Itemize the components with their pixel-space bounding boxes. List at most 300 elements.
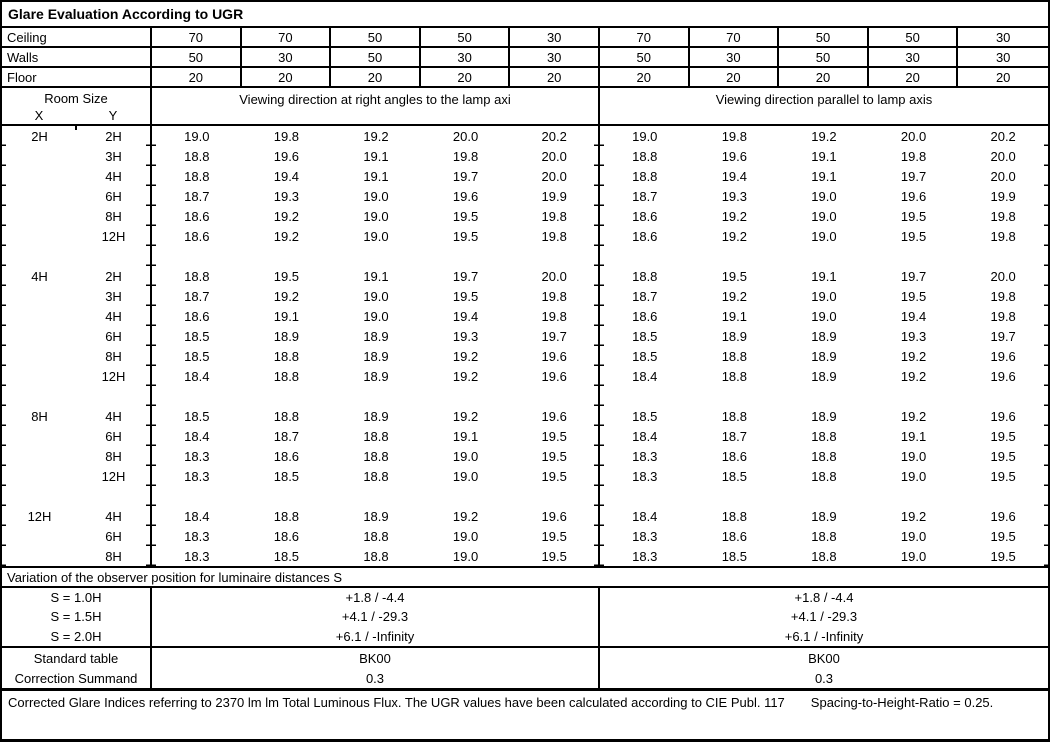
variation-value-right: +1.8 / -4.4 <box>794 590 854 606</box>
ugr-value-parallel: 18.3 <box>632 448 658 464</box>
ugr-value-right-angles: 19.5 <box>452 288 479 304</box>
surface-value: 20 <box>152 68 242 86</box>
ugr-value-parallel: 18.8 <box>632 268 658 284</box>
ugr-value-parallel: 18.6 <box>721 448 748 464</box>
room-y: 8H <box>77 206 152 226</box>
surface-row <box>2 68 1048 88</box>
ugr-row <box>2 166 1048 186</box>
surface-value: 20 <box>421 68 511 86</box>
ugr-value-right-angles: 18.9 <box>363 408 389 424</box>
ugr-value-parallel: 19.3 <box>721 188 748 204</box>
room-y <box>77 246 152 266</box>
ugr-value-parallel: 18.8 <box>811 528 837 544</box>
ugr-value-parallel: 18.9 <box>811 408 837 424</box>
ugr-value-parallel: 18.3 <box>632 468 658 484</box>
variation-value-left: +4.1 / -29.3 <box>152 607 600 626</box>
ugr-value-parallel: 19.0 <box>811 208 837 224</box>
ugr-value-right-angles: 18.9 <box>363 368 389 384</box>
room-x: 12H <box>27 508 52 524</box>
ugr-value-parallel: 18.3 <box>632 548 658 564</box>
room-x <box>2 186 77 206</box>
ugr-value-parallel: 19.2 <box>900 408 927 424</box>
surface-value: 70 <box>600 28 690 46</box>
ugr-value-parallel: 19.2 <box>721 208 748 224</box>
surface-value: 30 <box>995 29 1011 45</box>
variation-value-right: +6.1 / -Infinity <box>784 628 864 644</box>
room-y: 8H <box>77 546 152 566</box>
ugr-value-right-angles: 19.5 <box>452 208 479 224</box>
ugr-value-right-angles: 18.6 <box>184 308 210 324</box>
ugr-value-parallel: 19.1 <box>721 308 748 324</box>
surface-label: Ceiling <box>2 28 152 46</box>
ugr-value-parallel: 19.0 <box>811 188 837 204</box>
surface-value: 20 <box>510 68 600 86</box>
ugr-values-table <box>2 126 1048 568</box>
ugr-value-parallel: 19.6 <box>900 188 927 204</box>
surface-value: 20 <box>779 68 869 86</box>
ugr-value-parallel: 18.6 <box>632 228 658 244</box>
ugr-value-right-angles: 18.3 <box>184 448 210 464</box>
ugr-value-parallel: 18.8 <box>632 148 658 164</box>
ugr-value-parallel: 18.9 <box>811 328 837 344</box>
ugr-value-parallel: 18.4 <box>632 428 658 444</box>
ugr-row <box>2 186 1048 206</box>
variation-value-left: +1.8 / -4.4 <box>152 588 600 607</box>
room-y: 12H <box>77 226 152 246</box>
ugr-value-parallel <box>869 486 959 506</box>
ugr-value-parallel: 20.0 <box>990 168 1016 184</box>
ugr-value-right-angles: 19.2 <box>452 368 479 384</box>
ugr-value-right-angles: 19.8 <box>510 226 600 246</box>
ugr-value-right-angles: 18.8 <box>273 348 300 364</box>
standard-table-value-left: BK00 <box>152 648 600 668</box>
ugr-value-right-angles: 19.2 <box>452 408 479 424</box>
ugr-value-parallel: 19.0 <box>900 448 927 464</box>
ugr-value-parallel: 19.5 <box>721 268 748 284</box>
ugr-value-right-angles: 18.9 <box>363 508 389 524</box>
xy-divider-tick <box>75 126 77 130</box>
ugr-value-right-angles: 18.9 <box>363 328 389 344</box>
ugr-value-parallel <box>869 246 959 266</box>
surface-value: 20 <box>242 68 332 86</box>
ugr-row <box>2 306 1048 326</box>
surface-value: 50 <box>152 48 242 66</box>
ugr-value-parallel: 18.3 <box>632 528 658 544</box>
ugr-value-parallel: 19.8 <box>900 148 927 164</box>
surface-value: 50 <box>331 28 421 46</box>
surface-value: 30 <box>995 49 1011 65</box>
ugr-value-parallel: 18.8 <box>721 408 748 424</box>
ugr-value-right-angles: 18.8 <box>184 148 210 164</box>
ugr-value-parallel: 20.2 <box>990 128 1016 144</box>
ugr-value-parallel: 19.9 <box>990 188 1016 204</box>
ugr-value-parallel: 18.4 <box>632 508 658 524</box>
ugr-value-parallel: 18.7 <box>632 288 658 304</box>
ugr-value-right-angles <box>510 246 600 266</box>
ugr-value-parallel: 19.1 <box>811 148 837 164</box>
ugr-value-right-angles: 18.8 <box>363 448 389 464</box>
ugr-value-parallel: 18.8 <box>721 348 748 364</box>
ugr-value-parallel <box>600 486 690 506</box>
surface-value: 20 <box>995 69 1011 85</box>
ugr-value-right-angles <box>510 386 600 406</box>
ugr-value-parallel: 19.3 <box>900 328 927 344</box>
y-column-header: Y <box>108 108 118 123</box>
ugr-value-right-angles: 19.1 <box>363 148 389 164</box>
ugr-value-parallel <box>779 386 869 406</box>
room-x <box>2 146 77 166</box>
ugr-value-parallel: 18.8 <box>721 508 748 524</box>
ugr-value-right-angles: 18.3 <box>184 548 210 564</box>
ugr-value-right-angles: 20.0 <box>510 146 600 166</box>
ugr-value-right-angles: 18.6 <box>273 448 300 464</box>
ugr-row <box>2 286 1048 306</box>
ugr-value-right-angles: 19.2 <box>452 348 479 364</box>
standard-table-value-right: BK00 <box>808 650 840 666</box>
ugr-value-right-angles: 19.0 <box>363 208 389 224</box>
ugr-value-parallel: 19.4 <box>900 308 927 324</box>
surface-value: 20 <box>600 68 690 86</box>
ugr-value-right-angles: 19.0 <box>452 528 479 544</box>
ugr-value-parallel: 19.7 <box>900 268 927 284</box>
room-y: 6H <box>77 186 152 206</box>
ugr-value-parallel: 19.2 <box>721 228 748 244</box>
ugr-value-parallel <box>600 246 690 266</box>
room-y <box>77 486 152 506</box>
ugr-value-parallel: 19.0 <box>900 528 927 544</box>
ugr-value-right-angles: 19.0 <box>363 288 389 304</box>
variation-row <box>2 627 1048 646</box>
ugr-value-right-angles <box>152 246 242 266</box>
surface-value: 30 <box>869 48 959 66</box>
ugr-value-right-angles: 18.8 <box>273 368 300 384</box>
ugr-value-right-angles: 19.0 <box>363 188 389 204</box>
ugr-value-parallel: 18.9 <box>721 328 748 344</box>
room-y: 3H <box>77 286 152 306</box>
ugr-value-right-angles <box>331 246 421 266</box>
variation-value-left: +6.1 / -Infinity <box>152 627 600 646</box>
ugr-value-right-angles: 19.7 <box>452 268 479 284</box>
room-size-xy-header <box>2 108 150 123</box>
ugr-row <box>2 506 1048 526</box>
room-x <box>2 366 77 386</box>
ugr-value-right-angles: 19.8 <box>273 128 300 144</box>
ugr-value-parallel: 18.8 <box>721 368 748 384</box>
ugr-value-right-angles: 18.7 <box>184 288 210 304</box>
ugr-row <box>2 466 1048 486</box>
ugr-value-right-angles: 18.8 <box>273 408 300 424</box>
ugr-value-right-angles <box>152 486 242 506</box>
ugr-value-right-angles: 19.0 <box>452 468 479 484</box>
room-x <box>2 166 77 186</box>
room-x <box>2 286 77 306</box>
observer-variation-rows <box>2 588 1048 648</box>
ugr-value-parallel: 19.5 <box>990 548 1016 564</box>
ugr-row <box>2 126 1048 146</box>
ugr-row <box>2 526 1048 546</box>
ugr-value-parallel: 19.8 <box>990 308 1016 324</box>
surface-value: 20 <box>331 68 421 86</box>
ugr-value-parallel <box>869 386 959 406</box>
ugr-value-parallel <box>958 246 1048 266</box>
ugr-row <box>2 426 1048 446</box>
ugr-value-parallel: 19.5 <box>900 208 927 224</box>
ugr-value-parallel: 20.0 <box>990 148 1016 164</box>
ugr-value-parallel: 18.7 <box>721 428 748 444</box>
room-y: 12H <box>77 366 152 386</box>
ugr-row <box>2 326 1048 346</box>
ugr-value-right-angles: 19.6 <box>452 188 479 204</box>
standard-table-row <box>2 648 1048 668</box>
room-x <box>2 546 77 566</box>
room-x <box>2 306 77 326</box>
ugr-value-right-angles: 19.1 <box>273 308 300 324</box>
ugr-value-right-angles: 19.5 <box>510 466 600 486</box>
ugr-value-right-angles: 19.5 <box>273 268 300 284</box>
room-y <box>77 386 152 406</box>
ugr-value-right-angles: 19.8 <box>452 148 479 164</box>
ugr-value-parallel: 19.6 <box>990 508 1016 524</box>
ugr-value-parallel: 18.9 <box>811 368 837 384</box>
surface-value: 30 <box>690 48 780 66</box>
ugr-row <box>2 366 1048 386</box>
ugr-value-right-angles: 18.6 <box>184 228 210 244</box>
room-y: 2H <box>77 126 152 146</box>
surface-value: 70 <box>242 28 332 46</box>
surface-value: 50 <box>331 48 421 66</box>
ugr-row <box>2 346 1048 366</box>
variation-title: Variation of the observer position for luminaire distances S <box>2 568 1048 588</box>
room-x <box>2 486 77 506</box>
footer-ratio: Spacing-to-Height-Ratio = 0.25. <box>810 695 994 710</box>
room-size-header: Room Size <box>44 91 108 106</box>
room-y: 4H <box>77 406 152 426</box>
ugr-row <box>2 446 1048 466</box>
ugr-value-right-angles: 18.8 <box>184 268 210 284</box>
ugr-value-right-angles: 18.7 <box>273 428 300 444</box>
surface-row <box>2 48 1048 68</box>
ugr-value-parallel: 19.0 <box>900 468 927 484</box>
ugr-value-right-angles: 18.3 <box>184 468 210 484</box>
ugr-value-right-angles: 20.0 <box>510 166 600 186</box>
ugr-value-parallel: 19.0 <box>632 128 658 144</box>
ugr-row <box>2 266 1048 286</box>
ugr-value-parallel: 18.5 <box>632 328 658 344</box>
surface-value: 50 <box>869 28 959 46</box>
ugr-value-right-angles <box>242 246 332 266</box>
room-y: 6H <box>77 526 152 546</box>
left-group-header: Viewing direction at right angles to the lamp axi <box>152 88 600 124</box>
room-x <box>2 326 77 346</box>
room-y: 4H <box>77 166 152 186</box>
ugr-value-right-angles <box>421 246 511 266</box>
ugr-value-parallel: 18.5 <box>721 548 748 564</box>
room-x <box>2 426 77 446</box>
ugr-value-parallel: 19.8 <box>721 128 748 144</box>
surface-value: 50 <box>779 28 869 46</box>
ugr-value-parallel: 20.0 <box>900 128 927 144</box>
variation-row <box>2 607 1048 626</box>
ugr-value-parallel <box>779 486 869 506</box>
room-y: 2H <box>77 266 152 286</box>
correction-summand-value-right: 0.3 <box>814 670 834 686</box>
ugr-value-right-angles: 19.2 <box>363 128 389 144</box>
ugr-value-right-angles <box>421 486 511 506</box>
room-x <box>2 446 77 466</box>
ugr-value-parallel: 19.1 <box>811 268 837 284</box>
room-x: 8H <box>31 408 48 424</box>
ugr-value-parallel: 18.8 <box>811 468 837 484</box>
standard-table-label: Standard table <box>2 648 152 668</box>
ugr-value-parallel: 19.0 <box>811 288 837 304</box>
ugr-value-parallel: 18.6 <box>632 308 658 324</box>
ugr-value-right-angles: 18.6 <box>273 528 300 544</box>
room-x: 2H <box>31 128 48 144</box>
ugr-value-right-angles: 18.5 <box>273 548 300 564</box>
surface-value: 30 <box>421 48 511 66</box>
room-x <box>2 346 77 366</box>
ugr-value-right-angles: 19.3 <box>452 328 479 344</box>
ugr-value-right-angles: 18.8 <box>184 168 210 184</box>
ugr-value-right-angles: 19.5 <box>510 526 600 546</box>
ugr-value-parallel: 19.1 <box>900 428 927 444</box>
variation-value-right: +4.1 / -29.3 <box>790 609 858 625</box>
correction-summand-value-left: 0.3 <box>152 668 600 688</box>
ugr-value-right-angles: 19.5 <box>452 228 479 244</box>
ugr-value-right-angles: 18.4 <box>184 368 210 384</box>
ugr-row <box>2 206 1048 226</box>
room-y: 6H <box>77 426 152 446</box>
ugr-value-parallel <box>958 386 1048 406</box>
ugr-value-right-angles <box>421 386 511 406</box>
room-size-header-cell <box>2 88 152 124</box>
room-x <box>2 466 77 486</box>
ugr-value-right-angles: 18.8 <box>273 508 300 524</box>
ugr-value-right-angles: 19.5 <box>510 446 600 466</box>
ugr-value-parallel: 19.5 <box>990 428 1016 444</box>
ugr-value-parallel: 19.7 <box>990 328 1016 344</box>
ugr-value-right-angles <box>242 486 332 506</box>
ugr-value-right-angles: 19.8 <box>510 206 600 226</box>
variation-label: S = 2.0H <box>2 627 152 646</box>
room-y: 8H <box>77 346 152 366</box>
ugr-value-right-angles: 19.1 <box>452 428 479 444</box>
ugr-value-parallel: 18.8 <box>632 168 658 184</box>
ugr-value-right-angles <box>331 386 421 406</box>
ugr-value-right-angles: 19.2 <box>452 508 479 524</box>
ugr-gap-row <box>2 486 1048 506</box>
ugr-value-right-angles: 19.4 <box>273 168 300 184</box>
room-x <box>2 246 77 266</box>
ugr-value-right-angles: 19.2 <box>273 228 300 244</box>
surface-value: 30 <box>242 48 332 66</box>
surface-label: Floor <box>2 68 152 86</box>
ugr-value-parallel <box>779 246 869 266</box>
ugr-value-parallel <box>690 246 780 266</box>
ugr-value-parallel: 18.6 <box>632 208 658 224</box>
ugr-value-parallel: 18.6 <box>721 528 748 544</box>
ugr-gap-row <box>2 246 1048 266</box>
ugr-value-parallel: 19.5 <box>990 468 1016 484</box>
ugr-value-right-angles: 18.6 <box>184 208 210 224</box>
room-y: 4H <box>77 306 152 326</box>
ugr-row <box>2 146 1048 166</box>
ugr-value-right-angles <box>510 486 600 506</box>
room-y: 12H <box>77 466 152 486</box>
ugr-value-parallel: 19.8 <box>990 228 1016 244</box>
ugr-value-right-angles: 19.2 <box>273 208 300 224</box>
ugr-value-right-angles: 19.8 <box>510 286 600 306</box>
ugr-value-right-angles: 19.5 <box>510 546 600 566</box>
ugr-value-right-angles: 18.8 <box>363 528 389 544</box>
x-column-header: X <box>34 108 44 123</box>
ugr-value-parallel: 20.0 <box>990 268 1016 284</box>
ugr-value-right-angles: 18.7 <box>184 188 210 204</box>
room-x <box>2 386 77 406</box>
ugr-value-parallel: 19.8 <box>990 288 1016 304</box>
ugr-value-right-angles: 19.1 <box>363 168 389 184</box>
ugr-value-right-angles: 19.6 <box>510 406 600 426</box>
ugr-value-right-angles: 19.7 <box>510 326 600 346</box>
ugr-value-right-angles: 19.9 <box>510 186 600 206</box>
ugr-value-right-angles: 18.3 <box>184 528 210 544</box>
surface-value: 50 <box>421 28 511 46</box>
ugr-value-right-angles <box>331 486 421 506</box>
ugr-value-right-angles: 19.6 <box>510 506 600 526</box>
ugr-value-parallel: 19.2 <box>900 368 927 384</box>
room-y: 4H <box>77 506 152 526</box>
ugr-value-parallel: 19.2 <box>900 348 927 364</box>
ugr-value-right-angles: 18.8 <box>363 428 389 444</box>
surface-value: 70 <box>690 28 780 46</box>
ugr-value-right-angles: 20.0 <box>452 128 479 144</box>
ugr-value-parallel: 19.2 <box>721 288 748 304</box>
ugr-value-parallel: 18.9 <box>811 508 837 524</box>
surface-label: Walls <box>2 48 152 66</box>
ugr-value-right-angles: 18.5 <box>184 348 210 364</box>
ugr-value-parallel: 19.2 <box>811 128 837 144</box>
ugr-value-right-angles: 18.9 <box>363 348 389 364</box>
room-y: 6H <box>77 326 152 346</box>
ugr-value-parallel: 19.0 <box>811 308 837 324</box>
room-x: 4H <box>31 268 48 284</box>
ugr-value-right-angles <box>242 386 332 406</box>
room-x <box>2 206 77 226</box>
title-row <box>2 2 1048 28</box>
surface-value: 20 <box>869 68 959 86</box>
ugr-value-right-angles: 19.6 <box>273 148 300 164</box>
variation-row <box>2 588 1048 607</box>
footer-note-row <box>2 688 1048 739</box>
ugr-value-parallel: 18.5 <box>632 408 658 424</box>
ugr-value-parallel <box>690 386 780 406</box>
ugr-value-parallel: 18.5 <box>632 348 658 364</box>
column-header-row <box>2 88 1048 126</box>
correction-summand-row <box>2 668 1048 688</box>
ugr-value-parallel: 19.6 <box>990 348 1016 364</box>
ugr-value-parallel: 18.5 <box>721 468 748 484</box>
ugr-value-right-angles: 19.3 <box>273 188 300 204</box>
ugr-value-right-angles: 19.8 <box>510 306 600 326</box>
ugr-value-parallel: 19.7 <box>900 168 927 184</box>
correction-summand-label: Correction Summand <box>2 668 152 688</box>
right-group-header: Viewing direction parallel to lamp axis <box>715 92 933 107</box>
ugr-row <box>2 226 1048 246</box>
ugr-value-right-angles: 20.0 <box>510 266 600 286</box>
ugr-value-right-angles: 19.2 <box>273 288 300 304</box>
surface-value: 70 <box>152 28 242 46</box>
ugr-value-right-angles: 18.8 <box>363 548 389 564</box>
